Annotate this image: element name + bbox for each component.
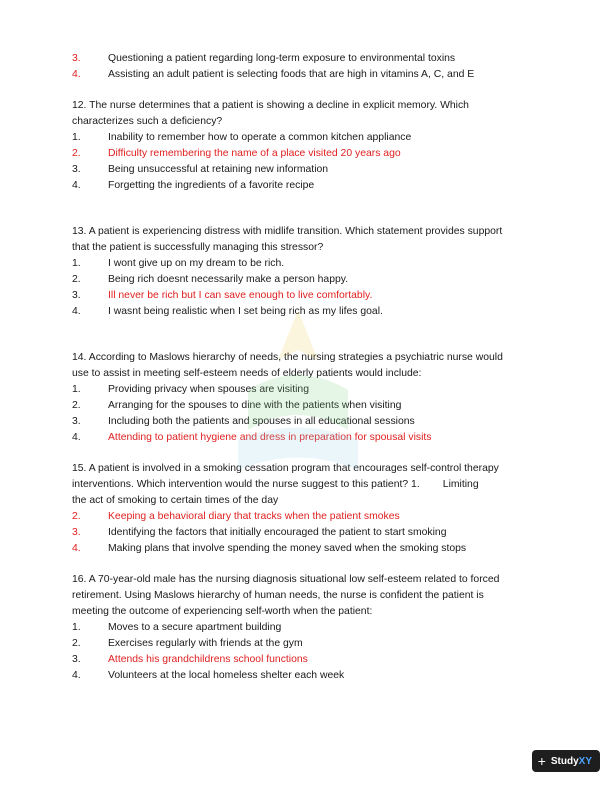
option-number: 3. xyxy=(72,164,81,175)
option-text: Arranging for the spouses to dine with the patients when visiting xyxy=(108,400,402,411)
option-text: Being rich doesnt necessarily make a person happy. xyxy=(108,274,349,285)
option-number: 2. xyxy=(72,511,81,522)
option-number: 3. xyxy=(72,290,81,301)
option-number: 4. xyxy=(72,306,81,317)
option-text: Making plans that involve spending the money saved when the smoking stops xyxy=(108,543,467,554)
option-text: Questioning a patient regarding long-term exposure to environmental toxins xyxy=(108,53,456,64)
question-15 xyxy=(72,461,542,557)
option-text: Ill never be rich but I can save enough to live comfortably. xyxy=(108,290,373,301)
option-number: 4. xyxy=(72,543,81,554)
brand-main: Study xyxy=(550,755,579,767)
option xyxy=(72,398,542,414)
option-text: Being unsuccessful at retaining new information xyxy=(108,164,329,175)
question-stem xyxy=(72,98,542,130)
option-text: Attends his grandchildrens school functions xyxy=(108,654,308,665)
option xyxy=(72,636,542,652)
option-text: Volunteers at the local homeless shelter each week xyxy=(108,670,345,681)
option xyxy=(72,130,542,146)
option-number: 1. xyxy=(72,622,81,633)
option-text: Including both the patients and spouses in all educational sessions xyxy=(108,416,415,427)
correct-option xyxy=(72,430,542,446)
option xyxy=(72,620,542,636)
studyxy-badge[interactable] xyxy=(532,750,600,772)
correct-option xyxy=(72,509,542,525)
option-number: 4. xyxy=(72,69,81,80)
option-number: 3. xyxy=(72,53,81,64)
stem-line: 12. The nurse determines that a patient is showing a decline in explicit memory. Which xyxy=(72,100,469,111)
question-14 xyxy=(72,350,542,446)
option-number: 2. xyxy=(72,638,81,649)
option xyxy=(72,162,542,178)
option-number: 4. xyxy=(72,432,81,443)
option-text: Moves to a secure apartment building xyxy=(108,622,282,633)
option-text: I wont give up on my dream to be rich. xyxy=(108,258,285,269)
plus-icon: + xyxy=(537,753,546,769)
option xyxy=(72,414,542,430)
option-number: 3. xyxy=(72,416,81,427)
question-13 xyxy=(72,224,542,320)
option-text: Identifying the factors that initially encouraged the patient to start smoking xyxy=(108,527,447,538)
option-text: I wasnt being realistic when I set being rich as my lifes goal. xyxy=(108,306,383,317)
stem-line: 15. A patient is involved in a smoking cessation program that encourages self-control therapy xyxy=(72,463,499,474)
option-text: Keeping a behavioral diary that tracks when the patient smokes xyxy=(108,511,400,522)
option-text: Exercises regularly with friends at the gym xyxy=(108,638,303,649)
stem-line: the act of smoking to certain times of the day xyxy=(72,495,279,506)
question-stem xyxy=(72,461,542,509)
option-number: 1. xyxy=(72,258,81,269)
option xyxy=(72,541,542,557)
option-number: 3. xyxy=(72,654,81,665)
option-number: 1. xyxy=(72,384,81,395)
option-number: 2. xyxy=(72,148,81,159)
document-body xyxy=(72,51,542,684)
question-stem xyxy=(72,350,542,382)
option xyxy=(72,382,542,398)
option xyxy=(72,272,542,288)
option-text: Forgetting the ingredients of a favorite recipe xyxy=(108,180,315,191)
option-number: 3. xyxy=(72,527,81,538)
option-number: 2. xyxy=(72,274,81,285)
option xyxy=(72,51,542,67)
option xyxy=(72,525,542,541)
stem-line: meeting the outcome of experiencing self-worth when the patient: xyxy=(72,606,373,617)
option-text: Providing privacy when spouses are visiting xyxy=(108,384,309,395)
correct-option xyxy=(72,652,542,668)
option-text: Attending to patient hygiene and dress in preparation for spousal visits xyxy=(108,432,432,443)
correct-option xyxy=(72,288,542,304)
option-number: 4. xyxy=(72,180,81,191)
option-text: Difficulty remembering the name of a place visited 20 years ago xyxy=(108,148,401,159)
option xyxy=(72,668,542,684)
option-text: Inability to remember how to operate a common kitchen appliance xyxy=(108,132,412,143)
option-number: 4. xyxy=(72,670,81,681)
option xyxy=(72,67,542,83)
question-12 xyxy=(72,98,542,194)
option-number: 2. xyxy=(72,400,81,411)
question-16 xyxy=(72,572,542,684)
option xyxy=(72,178,542,194)
stem-line: retirement. Using Maslows hierarchy of human needs, the nurse is confident the patient is xyxy=(72,590,484,601)
stem-line: interventions. Which intervention would the nurse suggest to this patient? 1. Limiting xyxy=(72,479,479,490)
stem-line: 13. A patient is experiencing distress with midlife transition. Which statement provides support xyxy=(72,226,503,237)
option xyxy=(72,256,542,272)
stem-line: use to assist in meeting self-esteem needs of elderly patients would include: xyxy=(72,368,422,379)
question-stem xyxy=(72,224,542,256)
stem-line: characterizes such a deficiency? xyxy=(72,116,223,127)
option-number: 1. xyxy=(72,132,81,143)
option xyxy=(72,304,542,320)
stem-line: 14. According to Maslows hierarchy of needs, the nursing strategies a psychiatric nurse would xyxy=(72,352,503,363)
question-11-tail xyxy=(72,51,542,83)
stem-line: that the patient is successfully managing this stressor? xyxy=(72,242,324,253)
stem-line: 16. A 70-year-old male has the nursing diagnosis situational low self-esteem related to forced xyxy=(72,574,500,585)
option-text: Assisting an adult patient is selecting foods that are high in vitamins A, C, and E xyxy=(108,69,475,80)
question-stem xyxy=(72,572,542,620)
correct-option xyxy=(72,146,542,162)
brand-accent: XY xyxy=(578,755,592,767)
